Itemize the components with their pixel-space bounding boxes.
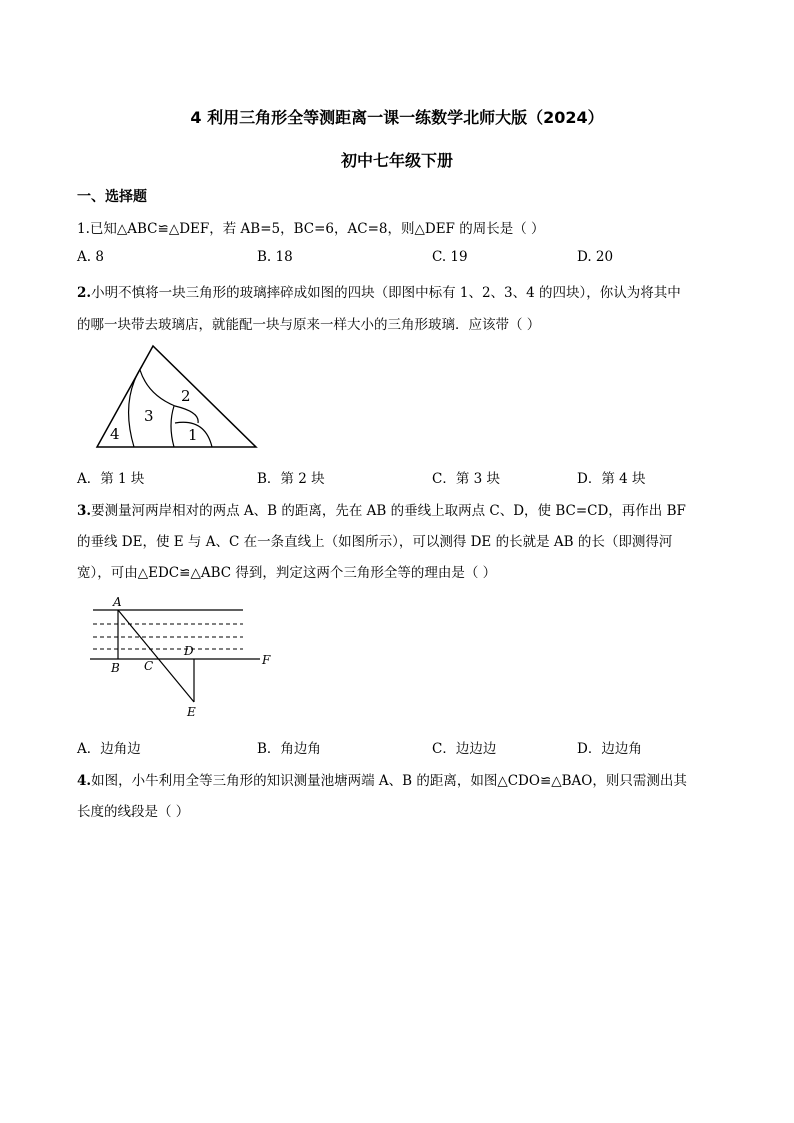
q1-option-a: A. 8 xyxy=(77,249,104,265)
question-2-line2: 的哪一块带去玻璃店，就能配一块与原来一样大小的三角形玻璃．应该带（ ） xyxy=(77,317,541,333)
question-4-line2: 长度的线段是（ ） xyxy=(77,804,190,820)
page-subtitle: 初中七年级下册 xyxy=(340,151,453,170)
q2-option-d: D．第 4 块 xyxy=(577,471,646,487)
q3-option-d: D．边边角 xyxy=(577,741,642,757)
q1-option-c: C. 19 xyxy=(432,249,468,265)
question-3-line2: 的垂线 DE，使 E 与 A、C 在一条直线上（如图所示），可以测得 DE 的长就是 AB 的长（即测得河 xyxy=(77,534,673,550)
point-label-a: A xyxy=(113,595,122,609)
q2-option-b: B．第 2 块 xyxy=(257,471,325,487)
q3-option-c: C．边边边 xyxy=(432,741,497,757)
q1-option-b: B. 18 xyxy=(257,249,293,265)
question-1-text: 1.已知△ABC≌△DEF，若 AB=5，BC=6，AC=8，则△DEF 的周长是（ ） xyxy=(77,221,545,237)
question-3-line3: 宽），可由△EDC≌△ABC 得到，判定这两个三角形全等的理由是（ ） xyxy=(77,565,497,581)
question-4-text-1: 如图，小牛利用全等三角形的知识测量池塘两端 A、B 的距离，如图△CDO≌△BAO，则只需测出其 xyxy=(91,773,687,789)
q2-option-c: C．第 3 块 xyxy=(432,471,501,487)
question-3-text-1: 要测量河两岸相对的两点 A、B 的距离，先在 AB 的垂线上取两点 C、D，使 BC=CD，再作出 BF xyxy=(91,503,686,519)
question-2-number: 2. xyxy=(77,285,92,301)
piece-label-4: 4 xyxy=(110,425,120,443)
crack-line-3 xyxy=(171,406,174,447)
question-2-text-1: 小明不慎将一块三角形的玻璃摔碎成如图的四块（即图中标有 1、2、3、4 的四块），你认为将其中 xyxy=(91,285,681,301)
q2-option-a: A．第 1 块 xyxy=(77,471,145,487)
river-width-figure xyxy=(85,592,280,722)
triangle-outline xyxy=(97,346,256,447)
point-label-f: F xyxy=(262,653,271,667)
q3-option-b: B．角边角 xyxy=(257,741,321,757)
question-4-line1 xyxy=(77,769,687,789)
question-2-line1 xyxy=(77,281,681,301)
piece-label-3: 3 xyxy=(144,407,154,425)
point-label-e: E xyxy=(187,705,196,719)
point-label-b: B xyxy=(111,661,120,675)
q3-option-a: A．边角边 xyxy=(77,741,141,757)
piece-label-2: 2 xyxy=(181,387,191,405)
question-4-number: 4. xyxy=(77,773,92,789)
point-label-c: C xyxy=(144,659,154,673)
page-title: 4 利用三角形全等测距离一课一练数学北师大版（2024） xyxy=(190,108,604,127)
piece-label-1: 1 xyxy=(188,426,198,444)
question-3-line1 xyxy=(77,499,686,519)
question-3-number: 3. xyxy=(77,503,92,519)
section-heading: 一、选择题 xyxy=(77,189,147,205)
q1-option-d: D. 20 xyxy=(577,249,614,265)
crack-line-4 xyxy=(129,366,142,447)
point-label-d: D xyxy=(184,644,194,658)
broken-glass-figure xyxy=(90,340,265,455)
